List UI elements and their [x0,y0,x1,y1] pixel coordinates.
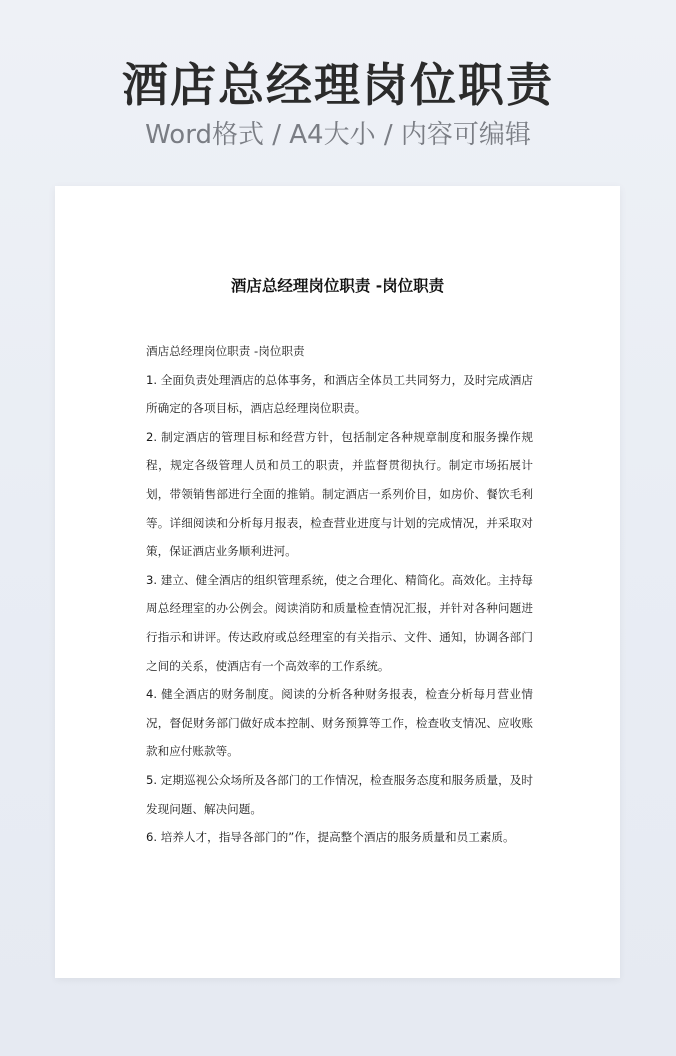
document-body [146,337,533,852]
document-paragraph: 4. 健全酒店的财务制度。阅读的分析各种财务报表，检查分析每月营业情况，督促财务部门做好成本控制、财务预算等工作，检查收支情况、应收账款和应付账款等。 [146,687,533,759]
header-subtitle: Word格式 / A4大小 / 内容可编辑 [145,120,531,150]
document-paragraph: 酒店总经理岗位职责 -岗位职责 [146,344,305,358]
header-title: 酒店总经理岗位职责 [122,58,554,112]
document-page [55,186,620,978]
document-paragraph: 5. 定期巡视公众场所及各部门的工作情况，检查服务态度和服务质量，及时发现问题、解决问题。 [146,772,533,816]
document-paragraph: 1. 全面负责处理酒店的总体事务，和酒店全体员工共同努力，及时完成酒店所确定的各项目标，酒店总经理岗位职责。 [146,372,533,416]
document-paragraph: 2. 制定酒店的管理目标和经营方针，包括制定各种规章制度和服务操作规程，规定各级管理人员和员工的职责，并监督贯彻执行。制定市场拓展计划，带领销售部进行全面的推销。制定酒店一系列价目，如房价、餐饮毛利等。详细阅读和分析每月报表，检查营业进度与计划的完成情况，并采取对策，保证酒店业务顺利进河。 [146,429,533,559]
document-paragraph: 3. 建立、健全酒店的组织管理系统，使之合理化、精简化。高效化。主持每周总经理室的办公例会。阅读消防和质量检查情况汇报，并针对各种问题进行指示和讲评。传达政府或总经理室的有关指示、文件、通知，协调各部门之间的关系，使酒店有一个高效率的工作系统。 [146,572,533,673]
document-paragraph: 6. 培养人才，指导各部门的”作，提高整个酒店的服务质量和员工素质。 [146,830,515,845]
document-title: 酒店总经理岗位职责 -岗位职责 [230,277,445,295]
